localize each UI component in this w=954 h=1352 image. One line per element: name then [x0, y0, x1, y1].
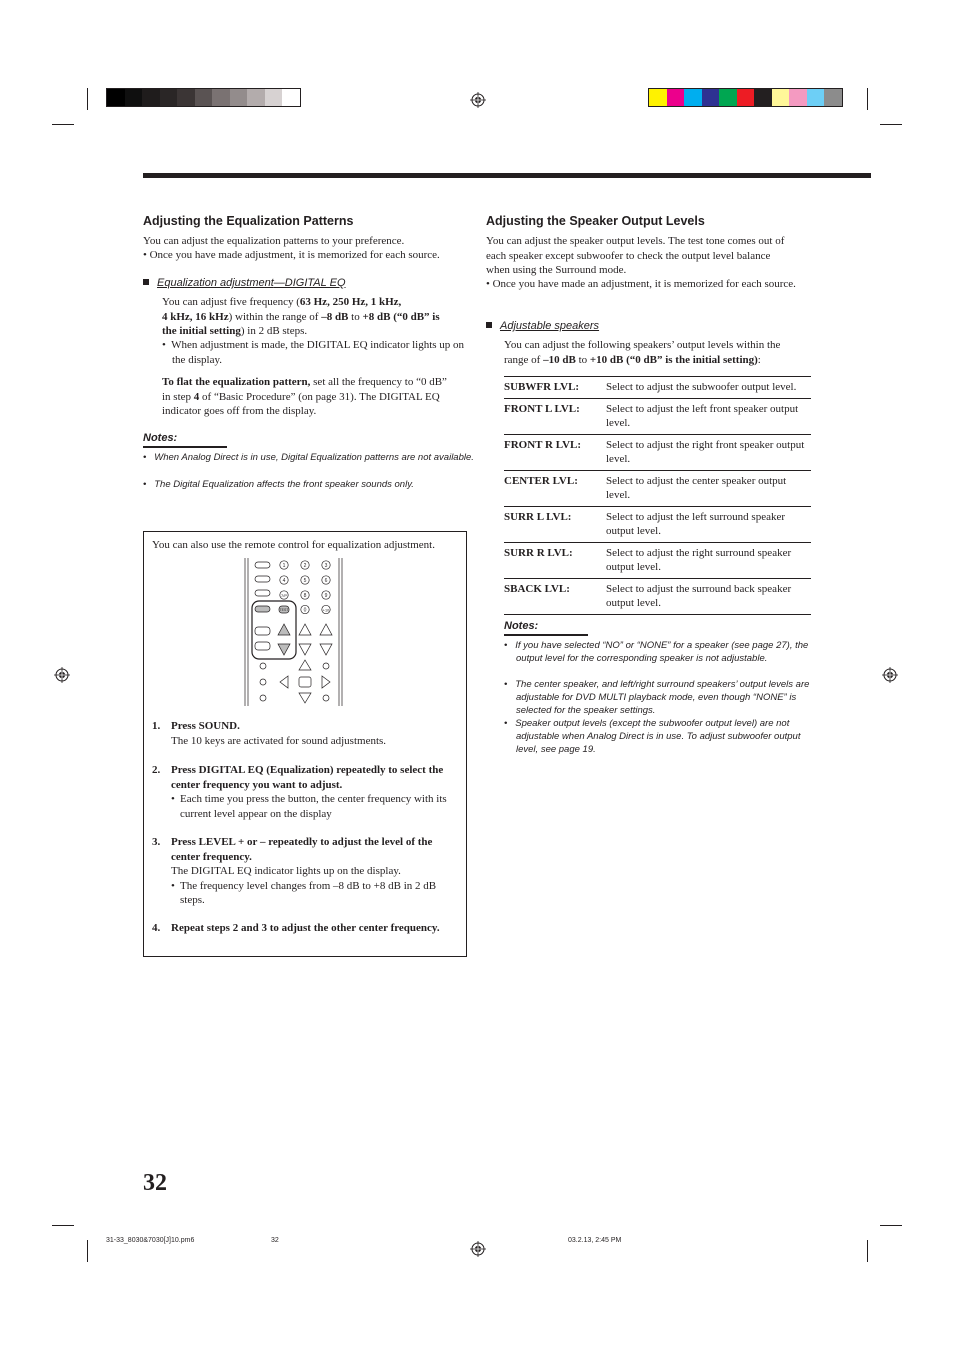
color-swatch — [125, 89, 143, 106]
color-swatch — [107, 89, 125, 106]
table-row: CENTER LVL: Select to adjust the center speaker output level. — [504, 471, 811, 507]
remote-key-label: 0 — [303, 607, 307, 614]
eq-note-item: • When Analog Direct is in use, Digital Equalization patterns are not available. — [143, 452, 474, 463]
eq-sub-heading: Equalization adjustment—DIGITAL EQ — [143, 277, 346, 289]
color-swatch — [142, 89, 160, 106]
color-swatch — [667, 89, 685, 106]
box-step-2: 2. Press DIGITAL EQ (Equalization) repeatedly to select the center frequency you want to adjust. • Each time you press the button, the center frequency with its current level appear on the display — [152, 764, 447, 820]
color-swatch — [737, 89, 755, 106]
table-row: FRONT L LVL: Select to adjust the left front speaker output level. — [504, 399, 811, 435]
box-step-3: 3. Press LEVEL + or – repeatedly to adjust the level of the center frequency. The DIGITAL EQ indicator lights up on the display. • The frequency level changes from –8 dB to +8 dB in 2 dB steps. — [152, 836, 437, 906]
registration-mark-icon — [470, 1241, 486, 1257]
color-swatch — [772, 89, 790, 106]
color-swatch — [754, 89, 772, 106]
registration-mark-icon — [882, 667, 898, 683]
speaker-notes-rule — [504, 634, 588, 636]
color-swatch — [824, 89, 842, 106]
footer-timestamp: 03.2.13, 2:45 PM — [568, 1237, 622, 1244]
color-swatch — [702, 89, 720, 106]
color-swatch — [212, 89, 230, 106]
color-swatch — [807, 89, 825, 106]
color-swatch — [719, 89, 737, 106]
eq-intro: You can adjust the equalization patterns to your preference. — [143, 235, 405, 247]
speaker-notes-heading: Notes: — [504, 620, 539, 632]
speaker-range-paragraph: You can adjust the following speakers’ output levels within the range of –10 dB to +10 dB (“0 dB” is the initial setting): — [504, 339, 781, 366]
speaker-intro: You can adjust the speaker output levels. The test tone comes out of each speaker except subwoofer to check the output level balance when using the Surround mode. — [486, 235, 785, 276]
color-swatch — [177, 89, 195, 106]
speaker-intro-bullet: • Once you have made an adjustment, it is memorized for each source. — [486, 278, 796, 290]
footer-page: 32 — [271, 1237, 279, 1244]
table-row: SBACK LVL: Select to adjust the surround back speaker output level. — [504, 579, 811, 615]
speaker-note-item: • If you have selected “NO” or “NONE” for a speaker (see page 27), the output level for the corresponding speaker is not adjustable. — [504, 640, 809, 664]
speaker-note-item: • Speaker output levels (except the subwoofer output level) are not adjustable when Analog Direct is in use. To adjust subwoofer output level, see page 19. — [504, 718, 801, 755]
table-row: SURR L LVL: Select to adjust the left surround speaker output level. — [504, 507, 811, 543]
remote-key-label: 5 — [303, 578, 307, 584]
flat-eq-paragraph: To flat the equalization pattern, set all the frequency to “0 dB” in step 4 of “Basic Procedure” (on page 31). The DIGITAL EQ indicator goes off from the display. — [162, 376, 447, 417]
speaker-note-item: • The center speaker, and left/right surround speakers’ output levels are adjustable for DVD MULTI playback mode, even though “NONE” is selected for the speaker settings. — [504, 679, 810, 716]
table-row: SUBWFR LVL: Select to adjust the subwoofer output level. — [504, 377, 811, 399]
color-calibration-bar — [648, 88, 843, 107]
remote-key-label: +10 — [322, 608, 330, 613]
remote-key-label: 4 — [282, 578, 286, 584]
box-step-4: 4. Repeat steps 2 and 3 to adjust the other center frequency. — [152, 922, 440, 934]
remote-key-label: 6 — [324, 578, 328, 584]
color-swatch — [282, 89, 300, 106]
color-swatch — [247, 89, 265, 106]
page-number: 32 — [143, 1170, 167, 1196]
remote-key-label: 2 — [303, 563, 307, 569]
box-step-1: 1. Press SOUND. The 10 keys are activated for sound adjustments. — [152, 720, 387, 747]
eq-indicator-bullet: • When adjustment is made, the DIGITAL EQ indicator lights up on the display. — [162, 339, 465, 366]
eq-notes-rule — [143, 446, 227, 448]
registration-mark-icon — [470, 92, 486, 108]
remote-box-intro: You can also use the remote control for equalization adjustment. — [152, 539, 435, 551]
table-row: FRONT R LVL: Select to adjust the right front speaker output level. — [504, 435, 811, 471]
eq-notes-heading: Notes: — [143, 432, 178, 444]
remote-key-label: 1 — [282, 563, 286, 569]
remote-key-label: 3 — [324, 563, 328, 569]
adjustable-speakers-heading: Adjustable speakers — [486, 320, 599, 332]
color-swatch — [230, 89, 248, 106]
remote-key-label: 9 — [324, 593, 328, 599]
grayscale-color-bar — [106, 88, 301, 107]
remote-key-label: TEST — [279, 608, 289, 612]
remote-key-label: 7/P — [280, 593, 288, 598]
color-swatch — [789, 89, 807, 106]
registration-mark-icon — [54, 667, 70, 683]
color-swatch — [684, 89, 702, 106]
eq-note-item: • The Digital Equalization affects the front speaker sounds only. — [143, 479, 414, 490]
table-row: SURR R LVL: Select to adjust the right surround speaker output level. — [504, 543, 811, 579]
footer-filename: 31-33_8030&7030[J]10.pm6 — [106, 1237, 195, 1244]
speaker-section-heading: Adjusting the Speaker Output Levels — [486, 214, 705, 228]
header-rule — [143, 173, 871, 178]
eq-range-paragraph: You can adjust five frequency (63 Hz, 250 Hz, 1 kHz, 4 kHz, 16 kHz) within the range of –8 dB to +8 dB (“0 dB” is the initial setting) in 2 dB steps. — [162, 296, 440, 337]
color-swatch — [265, 89, 283, 106]
remote-control-diagram — [238, 556, 350, 708]
color-swatch — [160, 89, 178, 106]
color-swatch — [649, 89, 667, 106]
eq-section-heading: Adjusting the Equalization Patterns — [143, 214, 354, 228]
remote-key-label: 8 — [303, 593, 307, 599]
eq-intro-bullet: • Once you have made adjustment, it is memorized for each source. — [143, 249, 440, 261]
speaker-level-table — [504, 376, 811, 615]
color-swatch — [195, 89, 213, 106]
